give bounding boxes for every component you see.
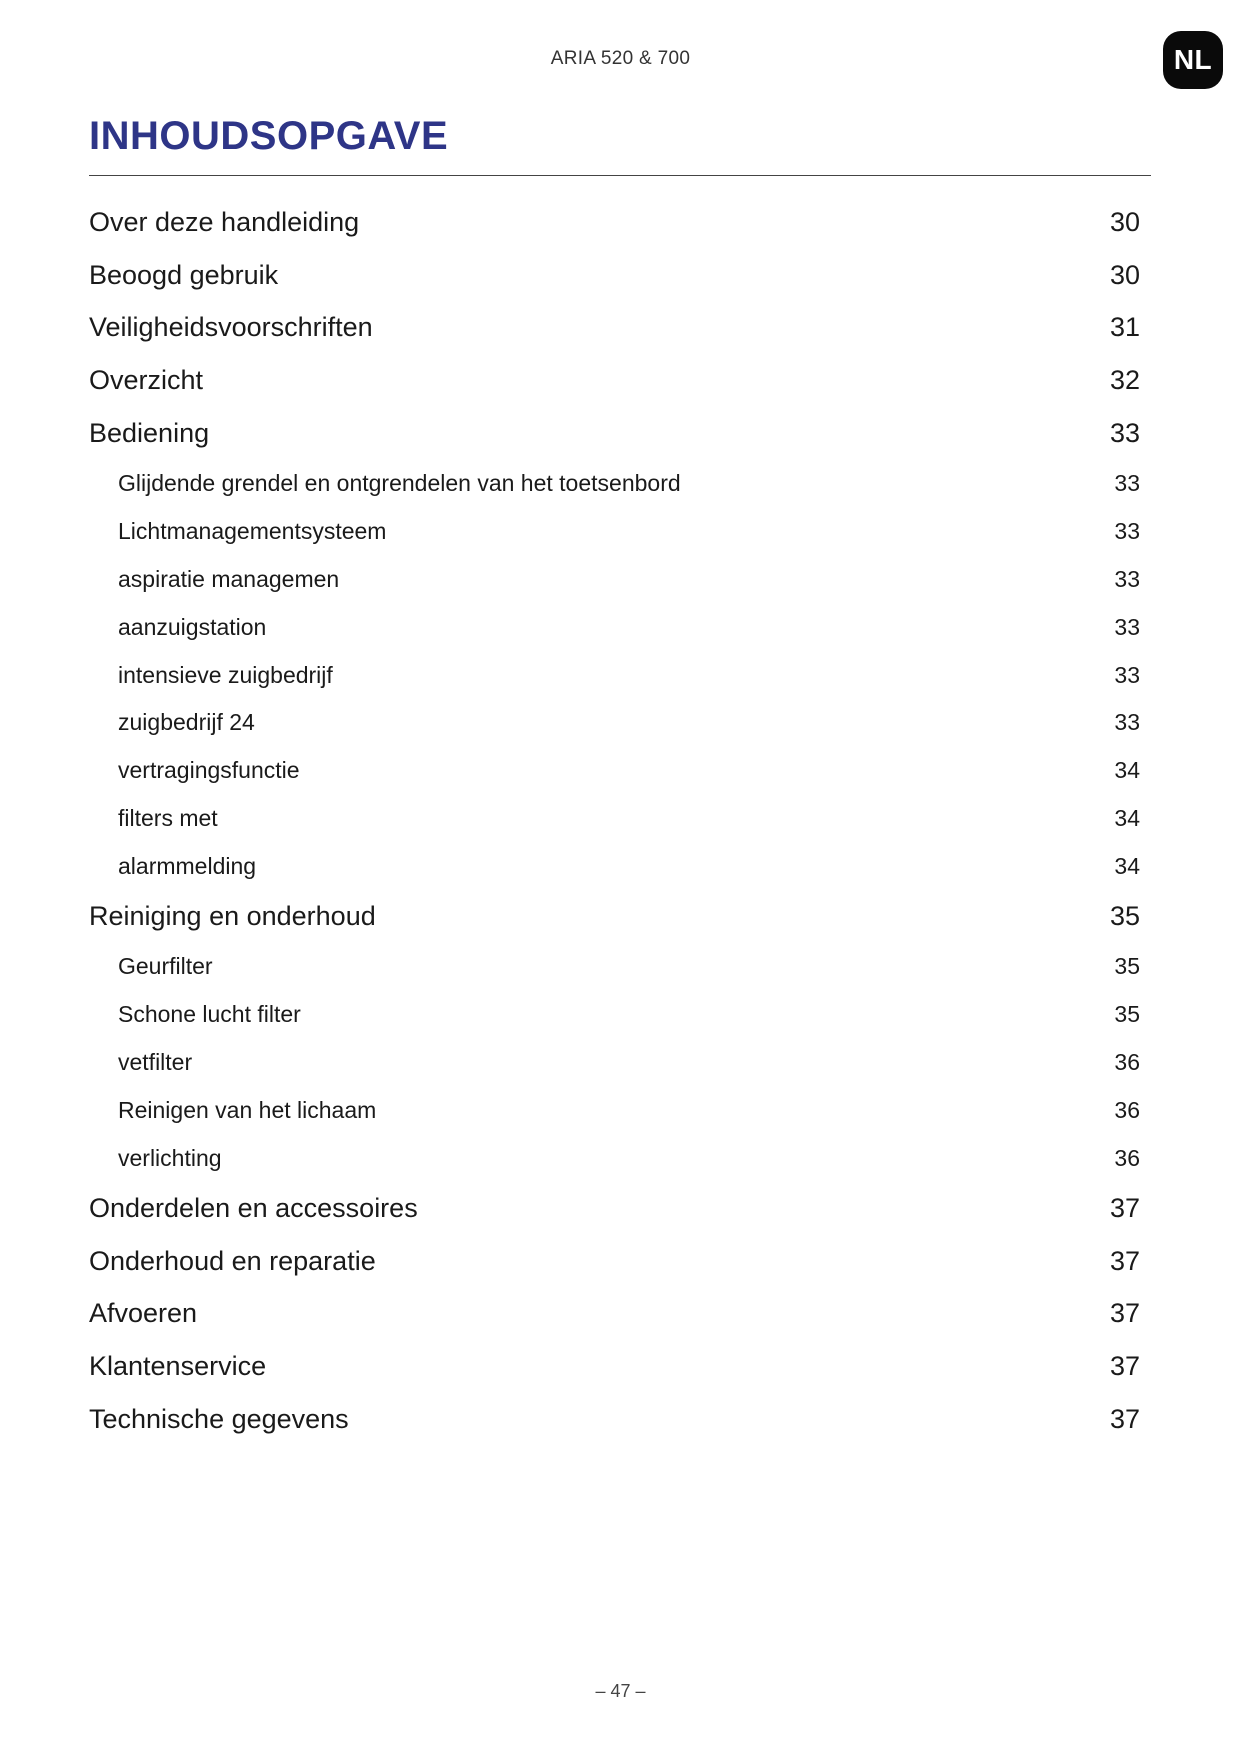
toc-subentry[interactable] <box>89 1134 1140 1182</box>
toc-entry[interactable] <box>89 1340 1140 1393</box>
toc-entry[interactable] <box>89 407 1140 460</box>
toc-entry-label: Veiligheidsvoorschriften <box>89 312 373 343</box>
toc-entry-page: 34 <box>1114 852 1140 879</box>
toc-entry[interactable] <box>89 1235 1140 1288</box>
toc-entry-label: Beoogd gebruik <box>89 259 279 290</box>
toc-entry-page: 37 <box>1109 1404 1140 1435</box>
toc-entry-page: 33 <box>1114 518 1140 545</box>
toc-entry[interactable] <box>89 302 1140 355</box>
toc-entry-page: 33 <box>1114 661 1140 688</box>
toc-entry-label: vertragingsfunctie <box>118 757 300 784</box>
toc-entry[interactable] <box>89 354 1140 407</box>
toc-subentry[interactable] <box>89 842 1140 890</box>
toc-entry-label: aspiratie managemen <box>118 565 340 592</box>
toc-entry-label: vetfilter <box>118 1048 193 1075</box>
toc-entry-label: verlichting <box>118 1144 222 1171</box>
toc-subentry[interactable] <box>89 508 1140 556</box>
heading-divider <box>89 175 1151 176</box>
toc-entry-label: Lichtmanagementsysteem <box>118 518 387 545</box>
toc-entry-page: 35 <box>1114 953 1140 980</box>
toc-entry-page: 36 <box>1114 1144 1140 1171</box>
language-badge: NL <box>1163 31 1223 89</box>
toc-entry-page: 36 <box>1114 1048 1140 1075</box>
page-number: – 47 – <box>595 1681 646 1701</box>
toc-entry[interactable] <box>89 890 1140 943</box>
table-of-contents <box>89 196 1140 1446</box>
toc-entry-label: Schone lucht filter <box>118 1001 301 1028</box>
toc-subentry[interactable] <box>89 795 1140 843</box>
toc-entry-page: 30 <box>1109 259 1140 290</box>
toc-entry-label: zuigbedrijf 24 <box>118 709 255 736</box>
toc-entry-page: 30 <box>1109 206 1140 237</box>
page-title: INHOUDSOPGAVE <box>89 114 449 158</box>
toc-subentry[interactable] <box>89 603 1140 651</box>
toc-entry-label: Glijdende grendel en ontgrendelen van het toetsenbord <box>118 470 681 497</box>
toc-subentry[interactable] <box>89 1039 1140 1087</box>
toc-entry-page: 37 <box>1109 1245 1140 1276</box>
toc-entry[interactable] <box>89 1288 1140 1341</box>
toc-entry-label: aanzuigstation <box>118 613 267 640</box>
toc-entry-page: 33 <box>1114 565 1140 592</box>
toc-entry-label: Afvoeren <box>89 1298 198 1329</box>
toc-entry-label: Reinigen van het lichaam <box>118 1096 377 1123</box>
toc-entry-page: 33 <box>1114 470 1140 497</box>
toc-entry-page: 36 <box>1114 1096 1140 1123</box>
toc-entry[interactable] <box>89 1182 1140 1235</box>
toc-subentry[interactable] <box>89 651 1140 699</box>
toc-subentry[interactable] <box>89 699 1140 747</box>
document-header-title: ARIA 520 & 700 <box>550 48 691 69</box>
toc-entry-page: 37 <box>1109 1351 1140 1382</box>
toc-entry-label: Onderhoud en reparatie <box>89 1245 376 1276</box>
toc-subentry[interactable] <box>89 991 1140 1039</box>
toc-entry[interactable] <box>89 249 1140 302</box>
toc-entry-label: Reiniging en onderhoud <box>89 901 376 932</box>
toc-entry-page: 34 <box>1114 804 1140 831</box>
toc-subentry[interactable] <box>89 747 1140 795</box>
toc-entry-label: Over deze handleiding <box>89 206 360 237</box>
toc-subentry[interactable] <box>89 943 1140 991</box>
toc-subentry[interactable] <box>89 1086 1140 1134</box>
toc-entry-label: Technische gegevens <box>89 1404 349 1435</box>
toc-entry-page: 31 <box>1109 312 1140 343</box>
toc-entry-label: intensieve zuigbedrijf <box>118 661 333 688</box>
toc-entry-page: 37 <box>1109 1298 1140 1329</box>
toc-subentry[interactable] <box>89 556 1140 604</box>
toc-entry-page: 33 <box>1114 613 1140 640</box>
toc-entry-page: 32 <box>1109 365 1140 396</box>
toc-entry-label: Bediening <box>89 418 210 449</box>
toc-entry-page: 37 <box>1109 1192 1140 1223</box>
toc-entry-label: filters met <box>118 804 218 831</box>
toc-entry-page: 35 <box>1109 901 1140 932</box>
toc-entry-label: Geurfilter <box>118 953 213 980</box>
toc-entry-page: 34 <box>1114 757 1140 784</box>
toc-entry-page: 33 <box>1114 709 1140 736</box>
toc-entry-label: Klantenservice <box>89 1351 267 1382</box>
toc-subentry[interactable] <box>89 460 1140 508</box>
toc-entry-label: alarmmelding <box>118 852 257 879</box>
toc-entry[interactable] <box>89 1393 1140 1446</box>
toc-entry-page: 35 <box>1114 1001 1140 1028</box>
toc-entry-page: 33 <box>1109 418 1140 449</box>
toc-entry-label: Overzicht <box>89 365 204 396</box>
toc-entry-label: Onderdelen en accessoires <box>89 1192 418 1223</box>
toc-entry[interactable] <box>89 196 1140 249</box>
